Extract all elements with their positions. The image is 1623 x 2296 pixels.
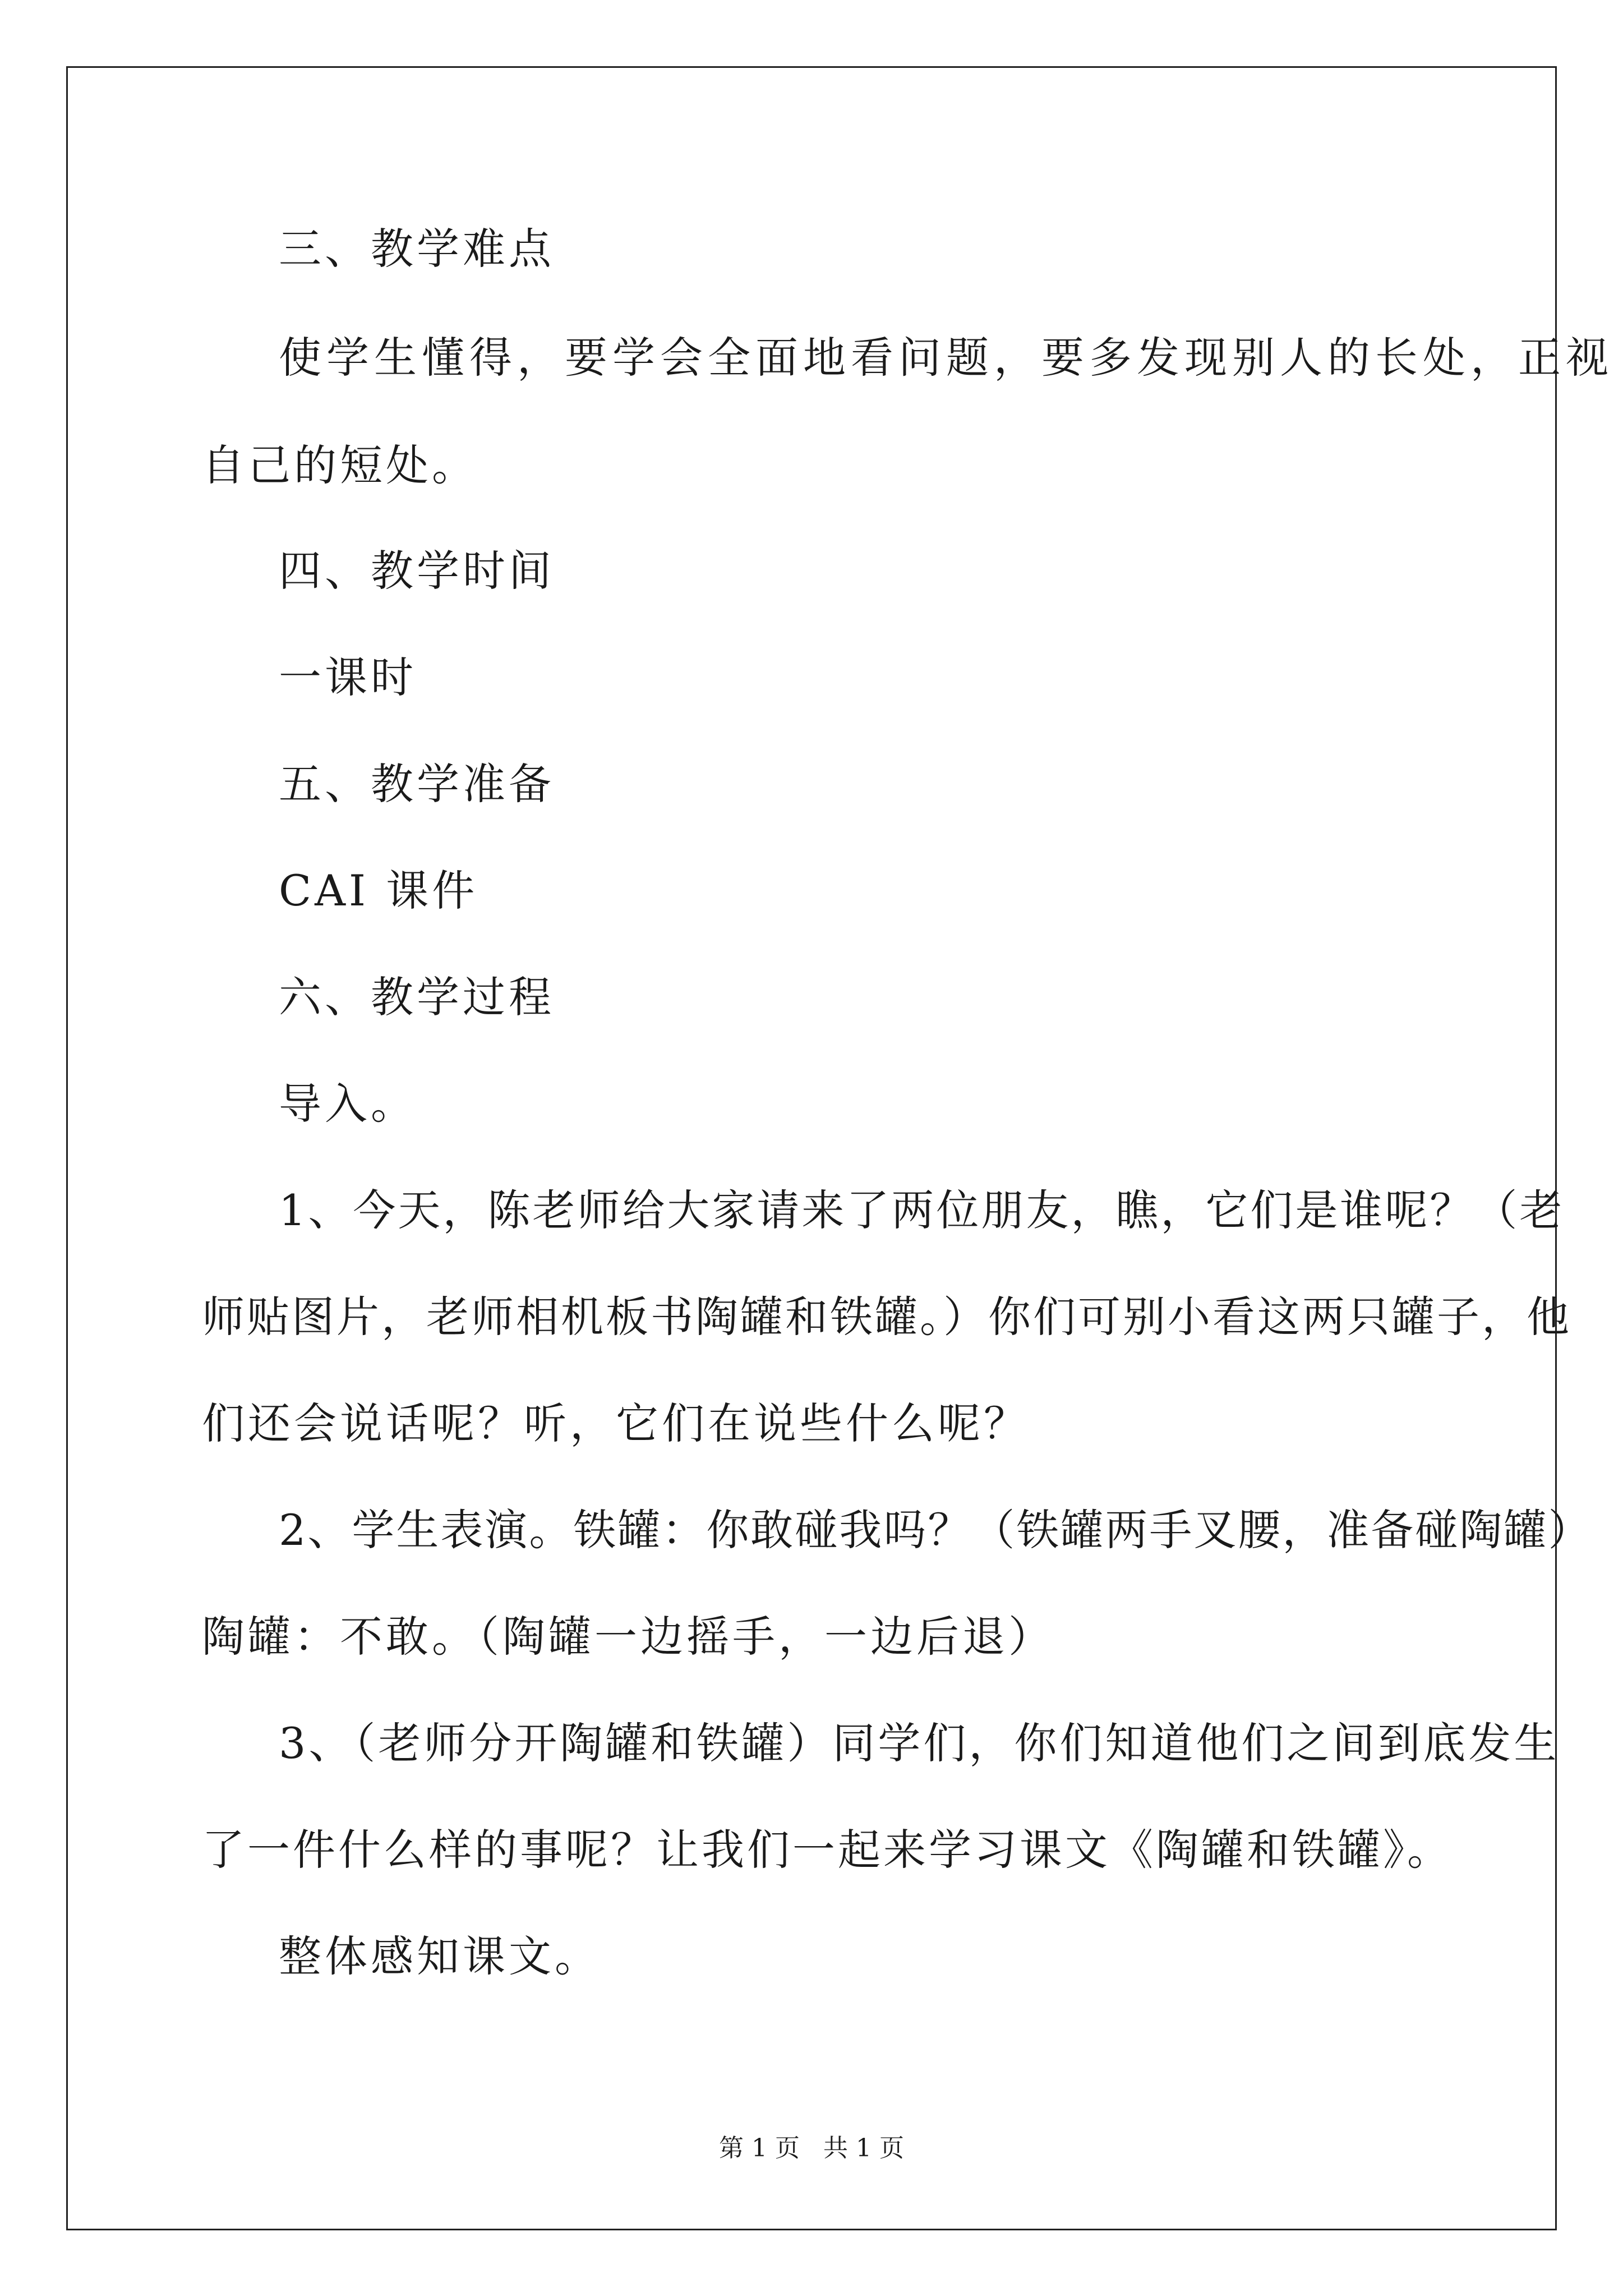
paragraph-line: 3、（老师分开陶罐和铁罐）同学们，你们知道他们之间到底发生 [279,1718,1560,1768]
section-heading-difficulties: 三、教学难点 [279,224,555,274]
paragraph-line: 一课时 [279,652,417,702]
paragraph-line: 1、今天，陈老师给大家请来了两位朋友，瞧，它们是谁呢？（老 [279,1185,1565,1235]
paragraph-line: 使学生懂得，要学会全面地看问题，要多发现别人的长处，正视 [279,333,1613,383]
page-border [66,66,1560,2230]
section-heading-preparation: 五、教学准备 [279,759,555,809]
paragraph-line: 们还会说话呢？听，它们在说些什么呢？ [202,1398,1030,1448]
section-heading-process: 六、教学过程 [279,972,555,1022]
section-heading-time: 四、教学时间 [279,546,555,596]
paragraph-line: 导入。 [279,1079,417,1129]
paragraph-line: CAI 课件 [279,866,478,915]
paragraph-line: 师贴图片，老师相机板书陶罐和铁罐。）你们可别小看这两只罐子，他 [202,1292,1571,1342]
paragraph-line: 自己的短处。 [202,440,478,490]
paragraph-line: 整体感知课文。 [279,1931,601,1981]
paragraph-line: 了一件什么样的事呢？让我们一起来学习课文《陶罐和铁罐》。 [202,1825,1453,1875]
paragraph-line: 陶罐：不敢。（陶罐一边摇手，一边后退） [202,1612,1054,1662]
page-footer: 第 1 页 共 1 页 [719,2134,904,2162]
paragraph-line: 2、学生表演。铁罐：你敢碰我吗？（铁罐两手叉腰，准备碰陶罐） [279,1505,1593,1555]
